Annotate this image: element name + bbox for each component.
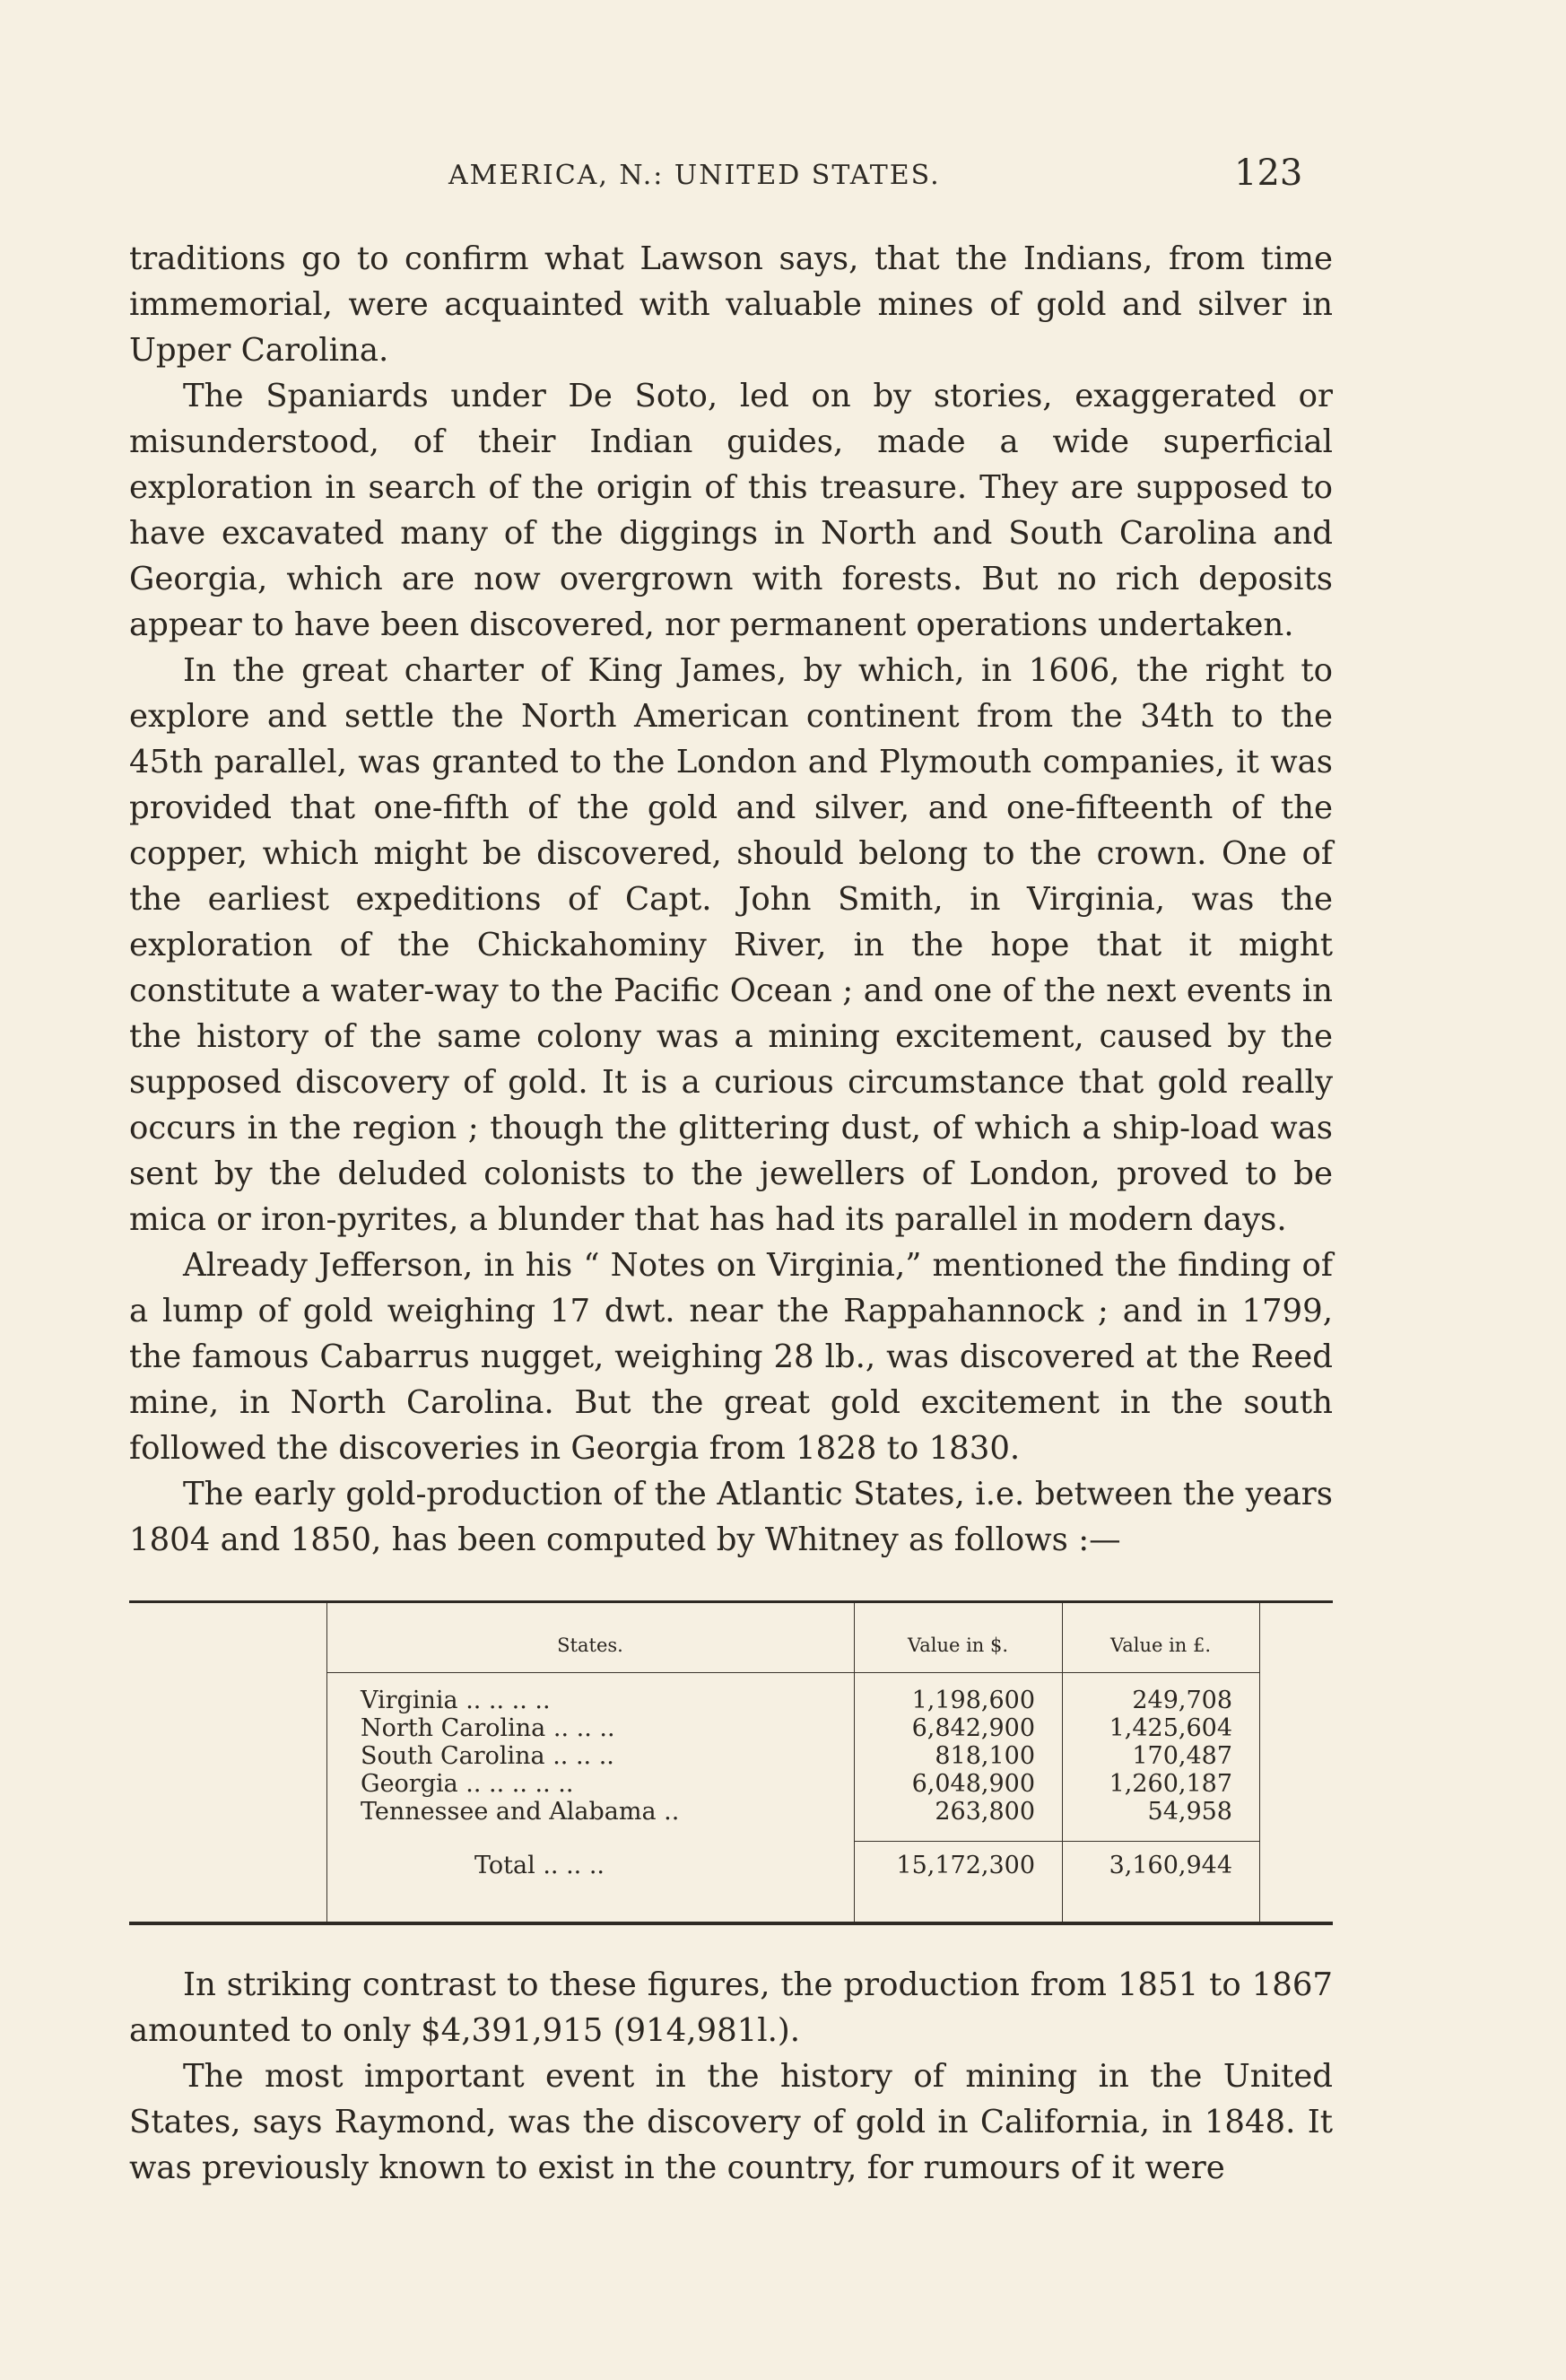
table-cell-dollars: 1,198,600: [911, 1687, 1035, 1714]
table-top-rule: [129, 1600, 1333, 1603]
table-cell-dollars: 263,800: [935, 1798, 1035, 1826]
column-header-dollars: Value in $.: [907, 1635, 1009, 1656]
table-cell-state: Georgia .. .. .. .. ..: [361, 1770, 574, 1798]
pounds-column: [1071, 1687, 1232, 1826]
column-header-pounds: Value in £.: [1109, 1635, 1212, 1656]
paragraph: traditions go to confirm what Lawson says, that the Indians, from time immemorial, were acquainted with valuable mines of gold and silver in Upper Carolina.: [129, 240, 1333, 369]
paragraph: In the great charter of King James, by which, in 1606, the right to explore and settle the North American continent from the 34th to the 45th parallel, was granted to the London and Plymouth companies, it was provided that one-fifth of the gold and silver, and one-fifteenth of the copper, which might be discovered, should belong to the crown. One of the earliest expeditions of Capt. John Smith, in Virginia, was the exploration of the Chickahominy River, in the hope that it might constitute a water-way to the Pacific Ocean ; and one of the next events in the history of the same colony was a mining excitement, caused by the supposed discovery of gold. It is a curious circumstance that gold really occurs in the region ; though the glittering dust, of which a ship-load was sent by the deluded colonists to the jewellers of London, proved to be mica or iron-pyrites, a blunder that has had its parallel in modern days.: [129, 652, 1333, 1238]
paragraph: Already Jefferson, in his “ Notes on Virginia,” mentioned the finding of a lump of gold weighing 17 dwt. near the Rappahannock ; and in 1799, the famous Cabarrus nugget, weighing 28 lb., was discovered at the Reed mine, in North Carolina. But the great gold excitement in the south followed the discoveries in Georgia from 1828 to 1830.: [129, 1247, 1333, 1467]
table-bottom-rule: [129, 1922, 1333, 1925]
dollars-column: [865, 1687, 1035, 1826]
table-cell-dollars: 6,842,900: [911, 1714, 1035, 1742]
body-text-bottom: [129, 1962, 1333, 2191]
table-cell-pounds: 249,708: [1132, 1687, 1232, 1714]
body-text-top: [129, 236, 1333, 1563]
table-cell-state: Virginia .. .. .. ..: [361, 1687, 551, 1714]
states-column: [361, 1687, 827, 1826]
running-head: AMERICA, N.: UNITED STATES.: [448, 160, 941, 191]
paragraph: The most important event in the history of mining in the United States, says Raymond, was the discovery of gold in California, in 1848. It was previously known to exist in the country, for rumours of it were: [129, 2058, 1333, 2186]
paragraph: The Spaniards under De Soto, led on by stories, exaggerated or misunderstood, of their Indian guides, made a wide superficial exploration in search of the origin of this treasure. They are supposed to have excavated many of the diggings in North and South Carolina and Georgia, which are now overgrown with forests. But no rich deposits appear to have been discovered, nor permanent operations undertaken.: [129, 378, 1333, 643]
column-header-states: States.: [557, 1635, 623, 1656]
table-header-rule: [326, 1672, 1259, 1673]
table-cell-state: South Carolina .. .. ..: [361, 1742, 614, 1770]
table-cell-dollars: 6,048,900: [911, 1770, 1035, 1798]
table-cell-pounds: 1,260,187: [1109, 1770, 1232, 1798]
table-total-rule: [854, 1841, 1259, 1842]
paragraph: The early gold-production of the Atlantic States, i.e. between the years 1804 and 1850, has been computed by Whitney as follows :—: [129, 1476, 1333, 1558]
table-cell-state: North Carolina .. .. ..: [361, 1714, 615, 1742]
table-cell-state: Tennessee and Alabama ..: [361, 1798, 680, 1826]
table-divider: [1259, 1603, 1260, 1922]
table-cell-pounds: 1,425,604: [1109, 1714, 1232, 1742]
table-cell-pounds: 170,487: [1132, 1742, 1232, 1770]
gold-production-table: [129, 1600, 1333, 1925]
page-number: 123: [1234, 153, 1303, 194]
table-total-dollars: 15,172,300: [896, 1852, 1035, 1879]
table-total-pounds: 3,160,944: [1109, 1852, 1232, 1879]
table-cell-dollars: 818,100: [935, 1742, 1035, 1770]
paragraph: In striking contrast to these figures, the production from 1851 to 1867 amounted to only $4,391,915 (914,981l.).: [129, 1966, 1333, 2049]
table-cell-pounds: 54,958: [1147, 1798, 1232, 1826]
table-total-label: Total .. .. ..: [474, 1852, 605, 1879]
